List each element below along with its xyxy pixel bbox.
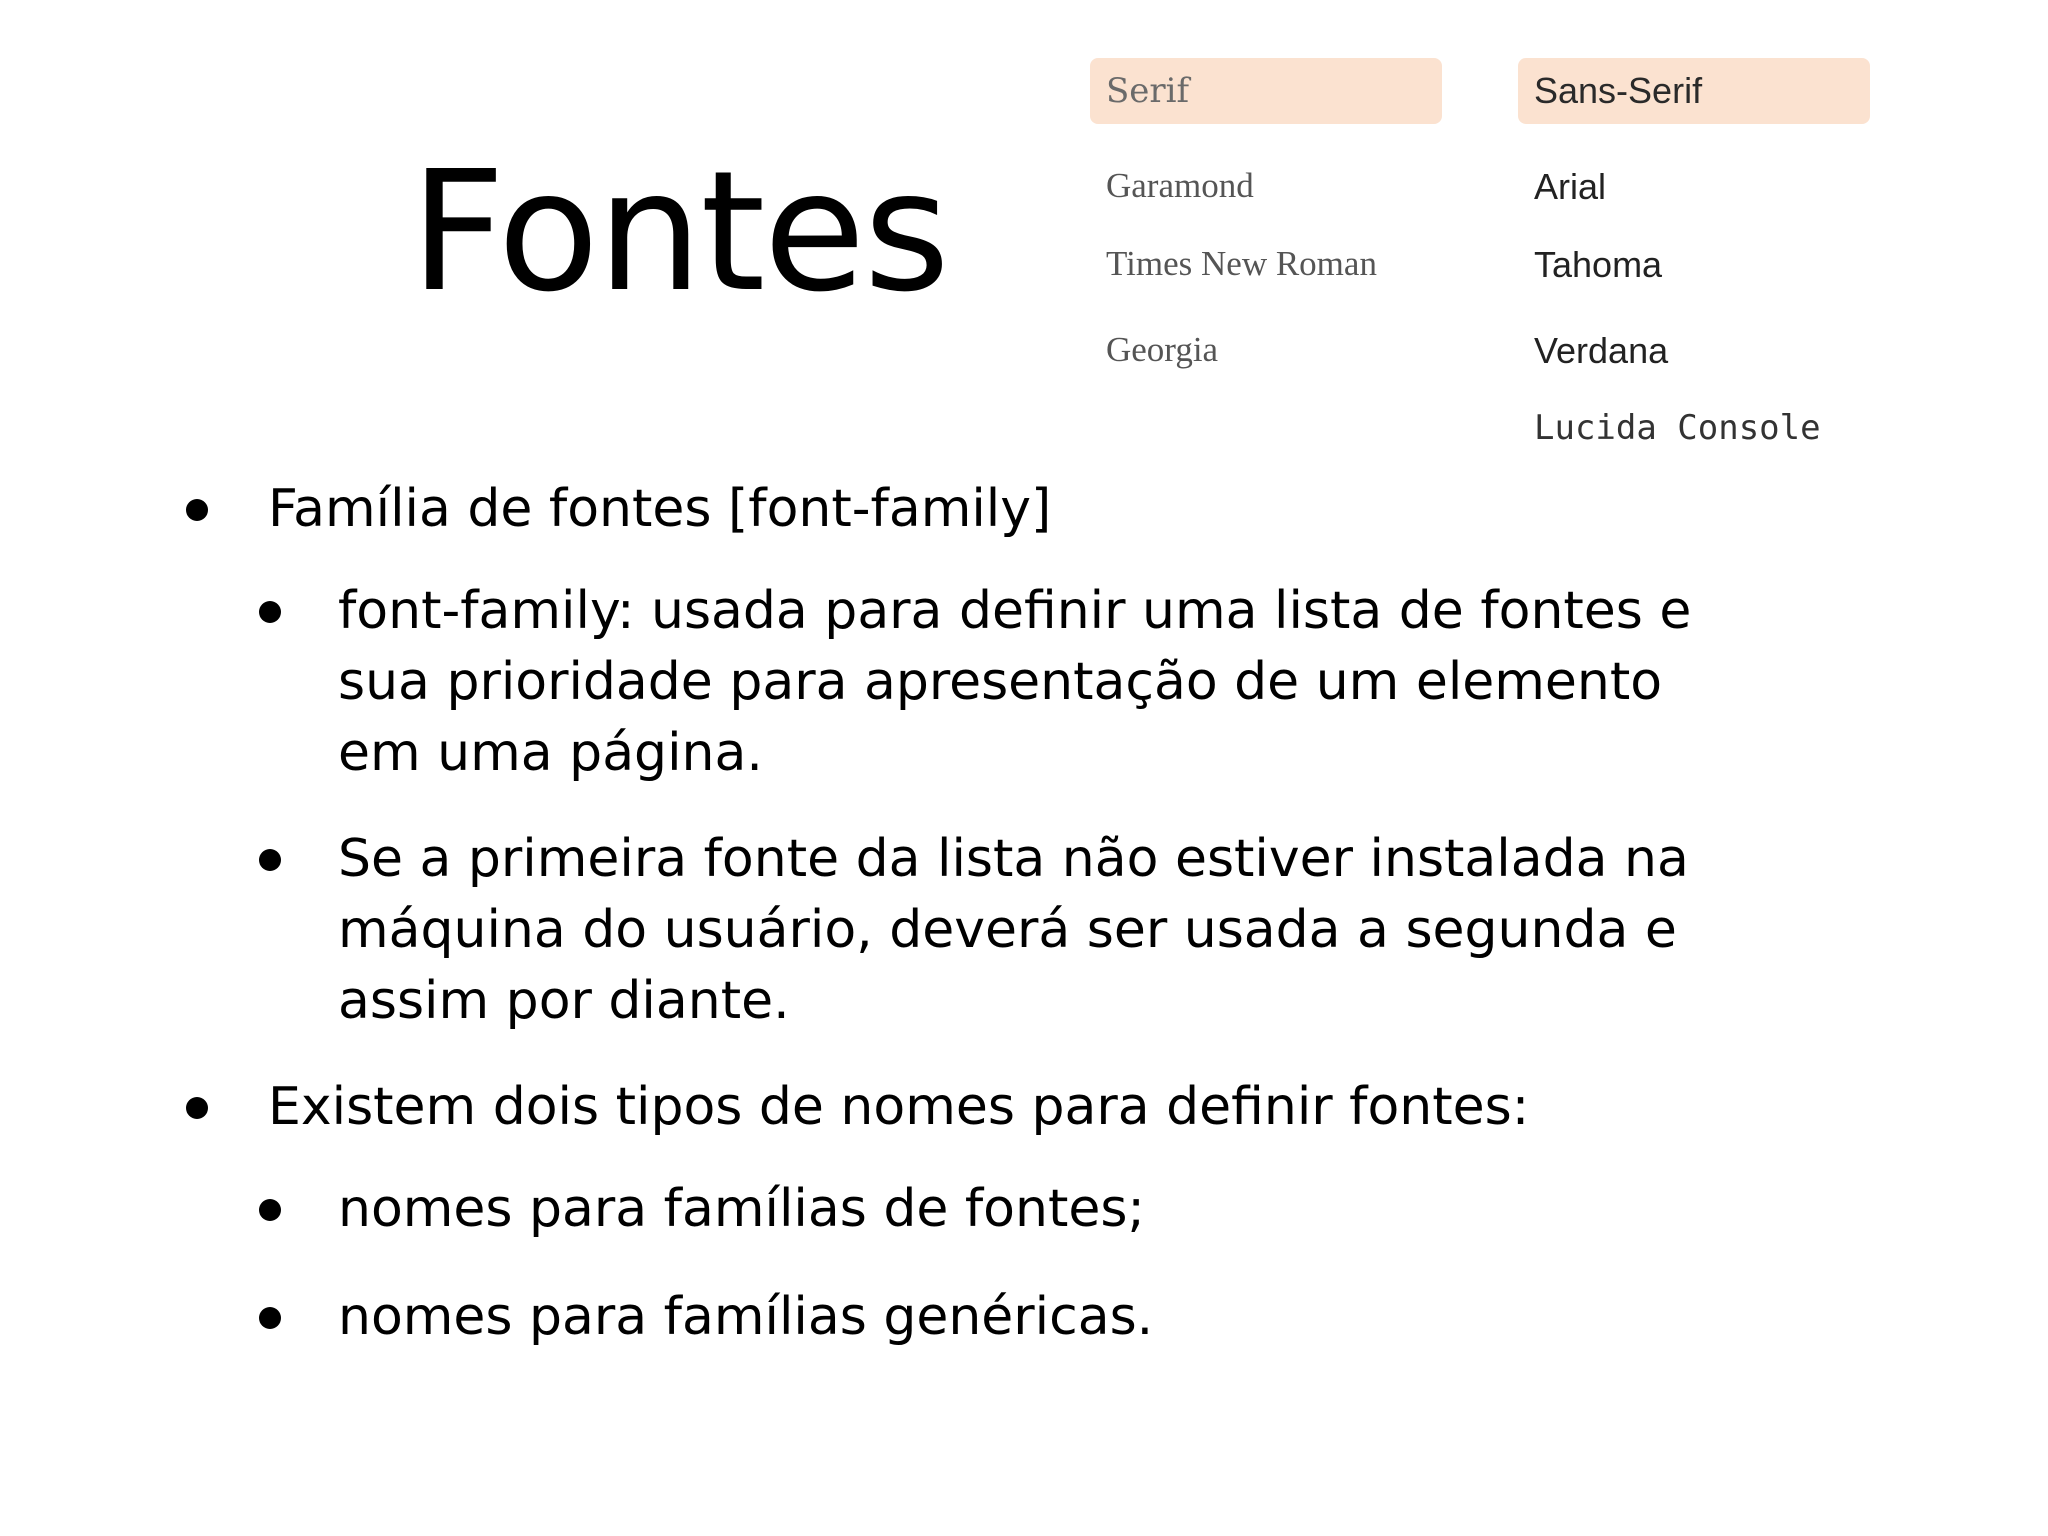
bullet-dot-icon: [259, 849, 281, 871]
slide-title: Fontes: [410, 136, 949, 329]
bullet-dot-icon: [186, 1097, 208, 1119]
serif-font-item: Georgia: [1106, 330, 1219, 369]
sans-serif-font-item: Verdana: [1534, 330, 1669, 371]
bullet-dot-icon: [259, 1307, 281, 1329]
bullet-text: Família de fontes [font-family]: [268, 479, 1052, 539]
bullet-text: nomes para famílias de fontes;: [338, 1179, 1145, 1239]
sans-serif-header: Sans-Serif: [1518, 58, 1870, 124]
bullet-dot-icon: [259, 601, 281, 623]
bullet-text: font-family: usada para definir uma lista de fontes e sua prioridade para apresentação de um elemento em uma página.: [338, 581, 1692, 783]
sans-serif-column: [1518, 58, 1870, 448]
bullet-dot-icon: [186, 499, 208, 521]
sans-serif-font-item: Lucida Console: [1534, 408, 1821, 448]
serif-column: [1090, 58, 1442, 369]
bullet-text: Existem dois tipos de nomes para definir fontes:: [268, 1077, 1530, 1137]
bullet-text: nomes para famílias genéricas.: [338, 1287, 1154, 1347]
sans-serif-font-item: Arial: [1534, 166, 1607, 207]
sans-serif-font-item: Tahoma: [1534, 244, 1663, 285]
serif-font-item: Times New Roman: [1106, 244, 1377, 283]
bullet-text: Se a primeira fonte da lista não estiver instalada na máquina do usuário, deverá ser usada a segunda e assim por diante.: [338, 829, 1689, 1031]
bullet-dot-icon: [259, 1199, 281, 1221]
serif-header: Serif: [1090, 58, 1442, 124]
font-comparison-table: [1090, 58, 1870, 458]
serif-font-item: Garamond: [1106, 166, 1254, 205]
